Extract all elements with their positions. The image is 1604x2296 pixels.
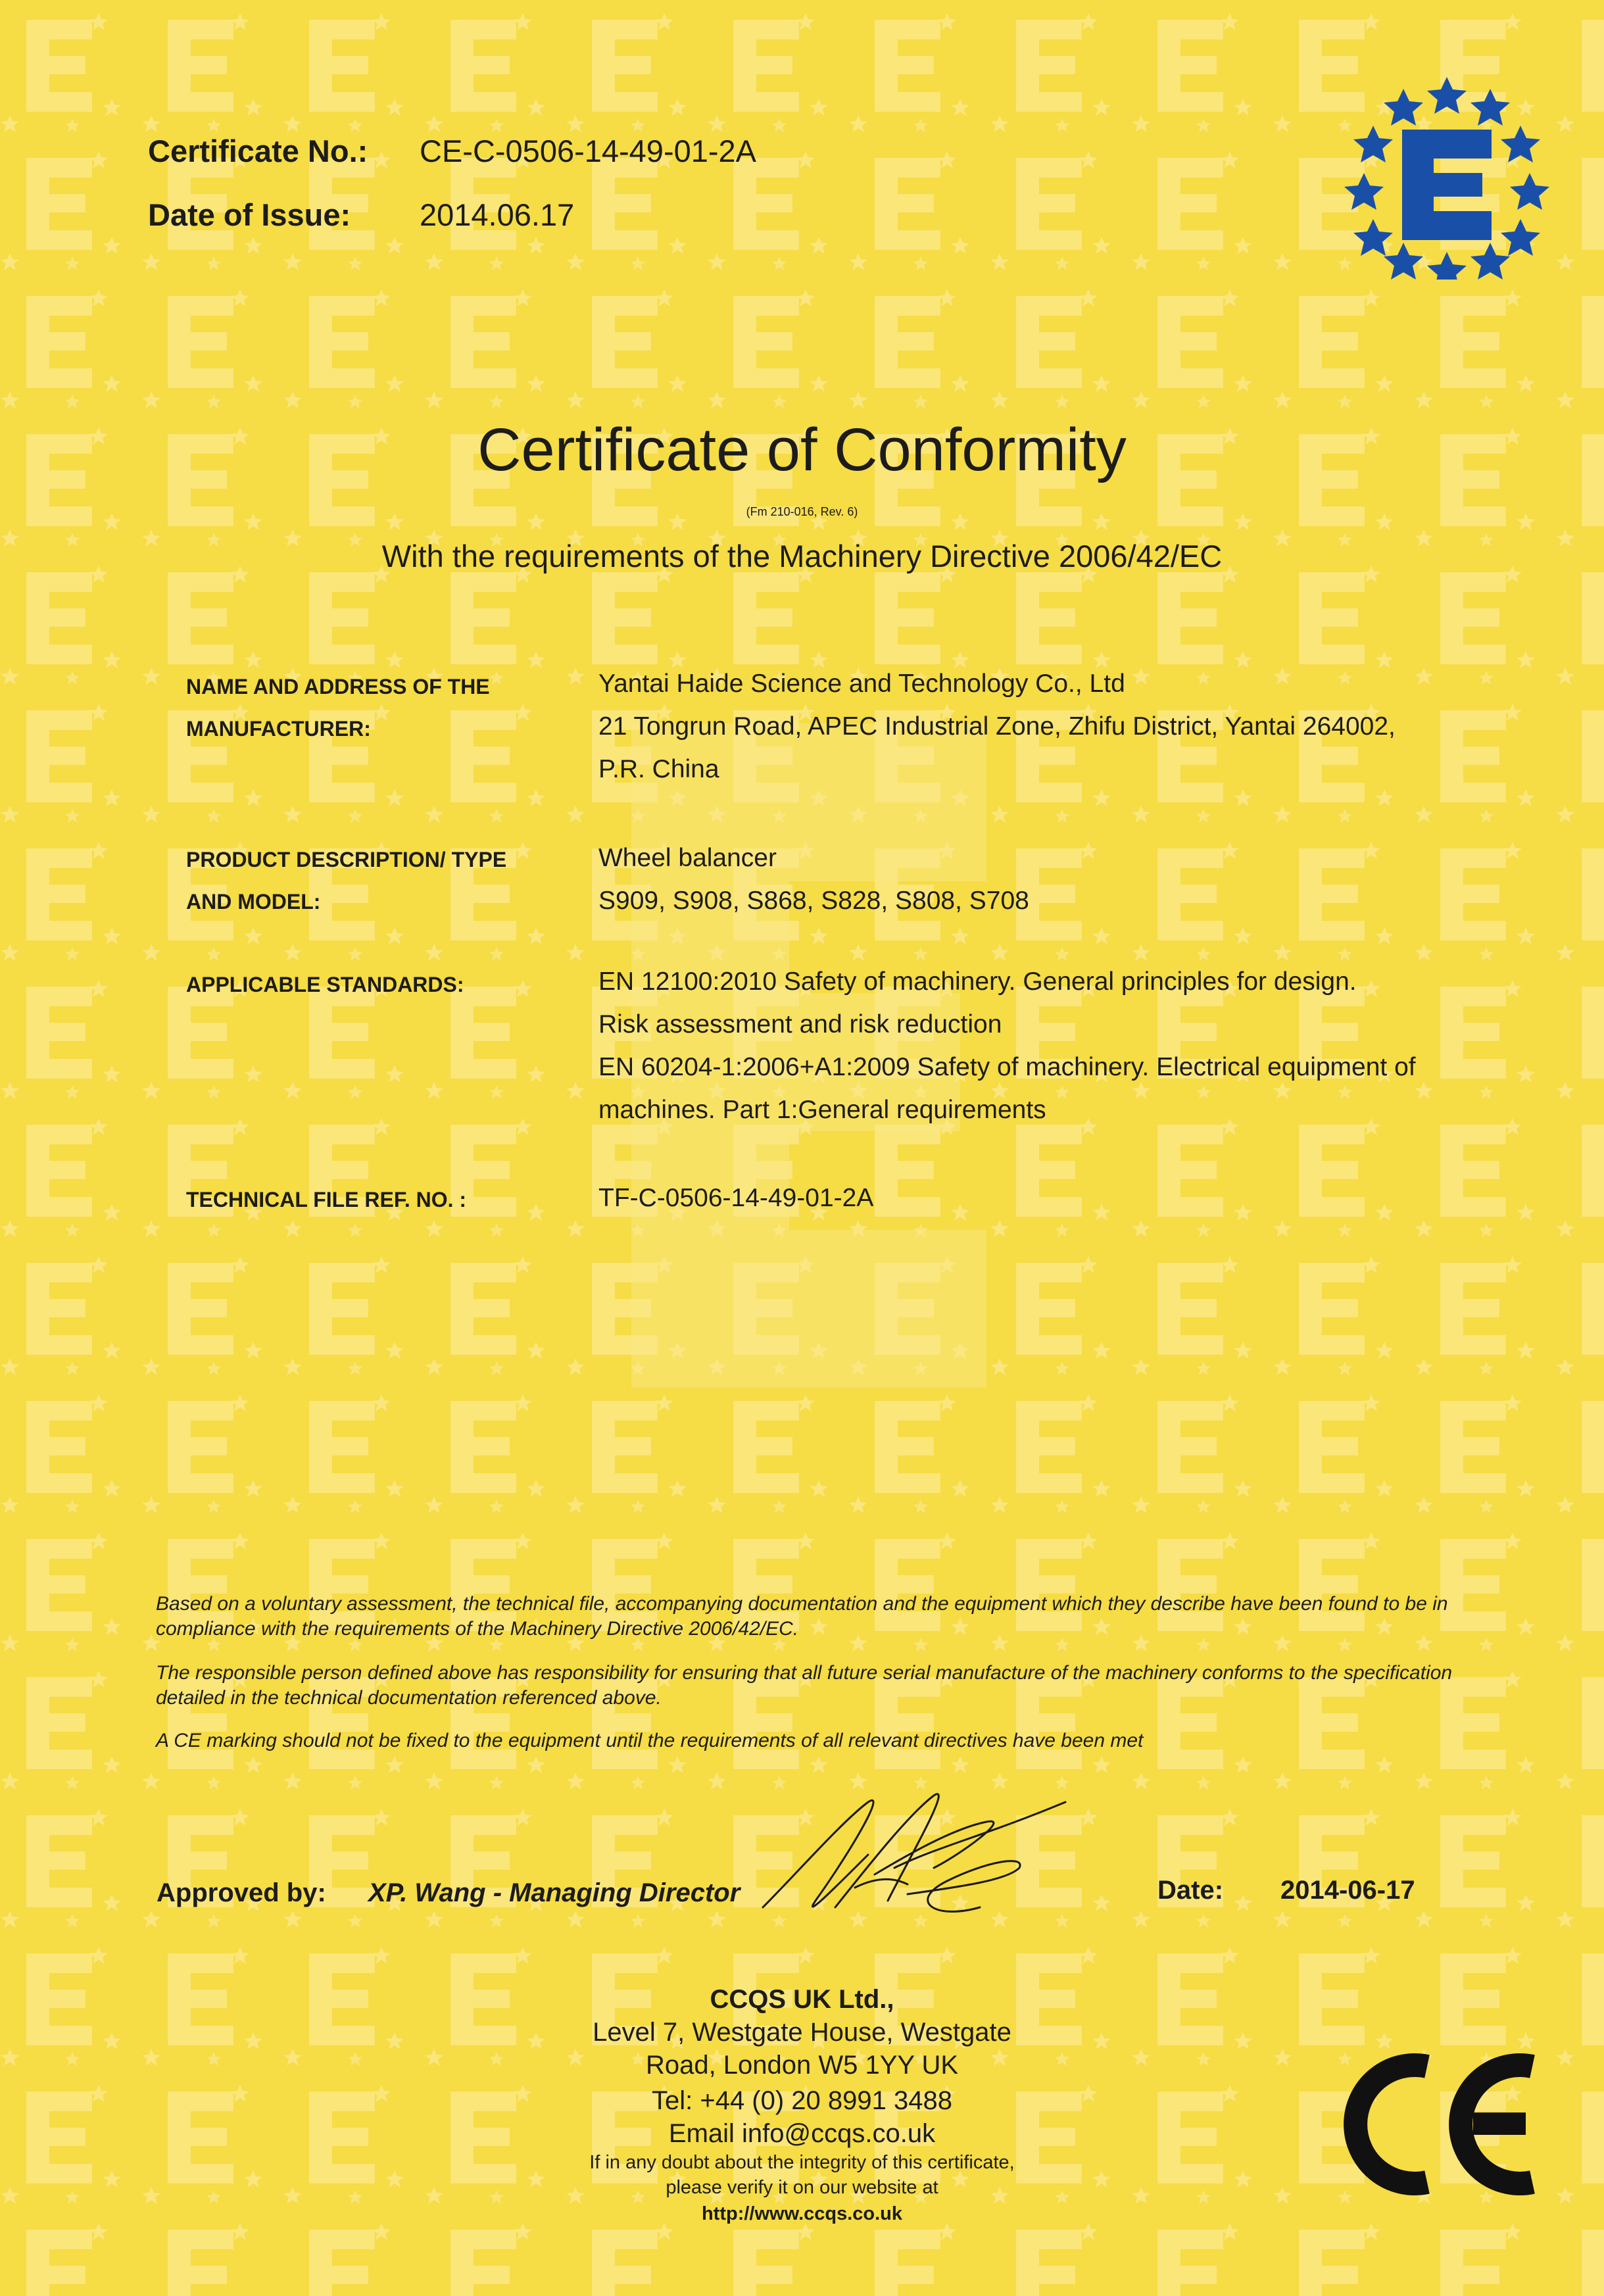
product-label-line: PRODUCT DESCRIPTION/ TYPE [186,848,507,871]
standard-line: machines. Part 1:General requirements [598,1096,1046,1124]
standard-line: Risk assessment and risk reduction [598,1010,1002,1038]
standards-value [598,960,1532,1131]
manufacturer-label-line: MANUFACTURER: [186,717,371,741]
manufacturer-address-line: 21 Tongrun Road, APEC Industrial Zone, Zhifu District, Yantai 264002, [598,712,1396,741]
standard-line: EN 60204-1:2006+A1:2009 Safety of machinery. Electrical equipment of [598,1053,1416,1081]
ce-mark [1335,2045,1559,2203]
certificate-no-label: Certificate No.: [148,134,368,168]
manufacturer-name: Yantai Haide Science and Technology Co., Ltd [598,670,1125,698]
manufacturer-address-line: P.R. China [598,755,719,783]
manufacturer-value [598,662,1532,791]
product-value [598,837,1532,922]
technical-file-label: TECHNICAL FILE REF. NO. : [186,1188,467,1211]
certification-logo [1342,69,1552,280]
issuer-company: CCQS UK Ltd., [710,1985,894,2014]
product-models: S909, S908, S868, S828, S808, S708 [598,887,1029,915]
note-ce-marking: A CE marking should not be fixed to the equipment until the requirements of all relevant directives have been met [156,1730,1144,1751]
verify-note: If in any doubt about the integrity of this certificate, [589,2152,1015,2173]
product-label [186,839,554,923]
standard-line: EN 12100:2010 Safety of machinery. General principles for design. [598,967,1357,996]
signature [737,1776,1105,1947]
form-reference: (Fm 210-016, Rev. 6) [746,505,858,518]
issuer-email: Email info@ccqs.co.uk [668,2119,936,2148]
note-responsibility: The responsible person defined above has responsibility for ensuring that all future serial manufacture of the machinery conforms to the specification detailed in the technical documentation referenced above. [156,1662,1453,1709]
certificate-no-value: CE-C-0506-14-49-01-2A [420,134,757,168]
product-description: Wheel balancer [598,844,777,872]
issuer-website-link[interactable]: http://www.ccqs.co.uk [701,2203,903,2224]
date-of-issue-value: 2014.06.17 [420,197,575,232]
issuer-address-line: Level 7, Westgate House, Westgate [593,2018,1011,2047]
approval-date-label: Date: [1157,1876,1224,1905]
issuer-tel: Tel: +44 (0) 20 8991 3488 [651,2086,952,2115]
note-assessment: Based on a voluntary assessment, the technical file, accompanying documentation and the equipment which they describe have been found to be in compliance with the requirements of the Machinery Directive 2006/42/EC. [156,1593,1448,1640]
technical-file-value: TF-C-0506-14-49-01-2A [598,1184,874,1212]
approver-name: XP. Wang - Managing Director [368,1878,741,1907]
page-title: Certificate of Conformity [477,416,1127,483]
standards-label: APPLICABLE STANDARDS: [186,973,464,996]
date-of-issue-label: Date of Issue: [148,197,351,232]
manufacturer-label [186,666,554,750]
verify-note: please verify it on our website at [666,2177,938,2198]
approved-by-label: Approved by: [157,1878,326,1907]
directive-line: With the requirements of the Machinery Directive 2006/42/EC [381,539,1223,574]
issuer-address-line: Road, London W5 1YY UK [645,2051,959,2080]
manufacturer-label-line: NAME AND ADDRESS OF THE [186,675,490,698]
approval-date-value: 2014-06-17 [1280,1876,1415,1905]
product-label-line: AND MODEL: [186,890,321,914]
